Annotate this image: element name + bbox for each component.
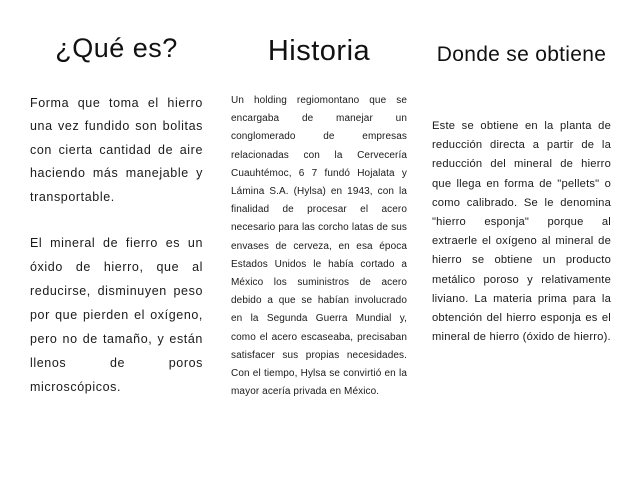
paragraph-definition: Forma que toma el hierro una vez fundido son bolitas con cierta cantidad de aire haciendo más manejable y transportable. bbox=[30, 96, 203, 204]
heading-que-es: ¿Qué es? bbox=[55, 33, 178, 63]
heading-donde-se-obtiene: Donde se obtiene bbox=[436, 43, 607, 66]
heading-historia: Historia bbox=[267, 35, 371, 67]
paragraph-mineral: El mineral de fierro es un óxido de hierro, que al reducirse, disminuyen peso por que pierden el oxígeno, pero no de tamaño, y están llenos de poros microscópicos. bbox=[30, 236, 203, 394]
paragraph-obtention: Este se obtiene en la planta de reducción directa a partir de la reducción del mineral de hierro que llega en forma de "pellets" o como calibrado. Se le denomina "hierro esponja" porque al extraerle el oxígeno al mineral de hierro se obtiene un producto metálico poroso y relativamente liviano. La materia prima para la obtención del hierro esponja es el mineral de hierro (óxido de hierro). bbox=[432, 120, 611, 344]
paragraph-history: Un holding regiomontano que se encargaba de manejar un conglomerado de empresas relacionadas con la Cervecería Cuauhtémoc, 6 7 fundó Hojalata y Lámina S.A. (Hylsa) en 1943, con la finalidad de procesar el acero necesario para las corcho latas de sus envases de cerveza, en esa época Estados Unidos le había cortado a México los suministros de acero debido a que se habían involucrado en la Segunda Guerra Mundial y, como el acero escaseaba, precisaban satisfacer sus propias necesidades. Con el tiempo, Hylsa se convirtió en la mayor acería privada en México. bbox=[231, 95, 407, 398]
